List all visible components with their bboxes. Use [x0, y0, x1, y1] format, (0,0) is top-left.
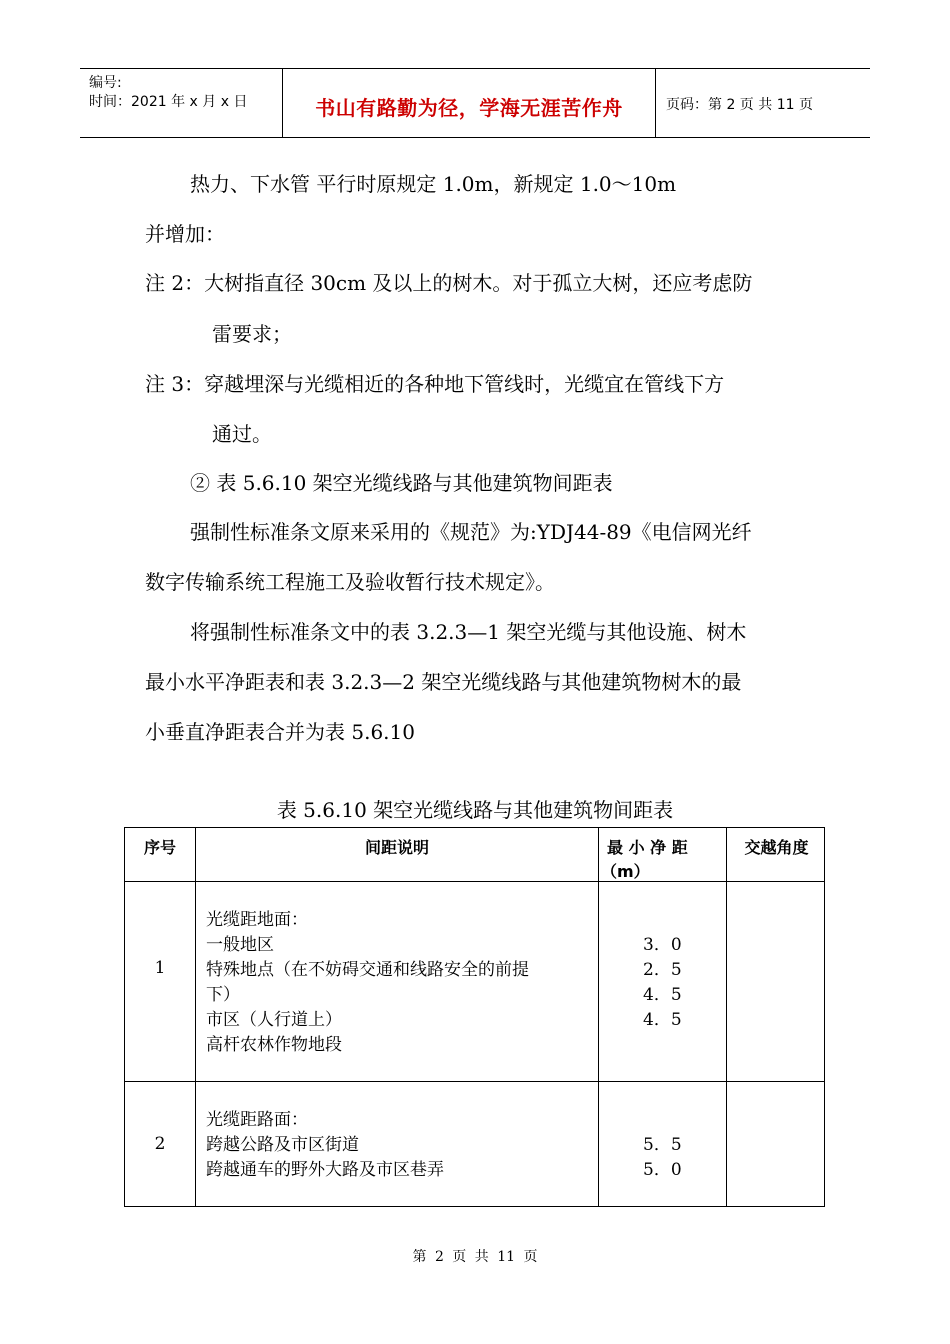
body-line-heat-pipe: 热力、下水管 平行时原规定 1.0m，新规定 1.0～10m — [190, 172, 677, 196]
note-3-line-2: 通过。 — [212, 422, 272, 446]
row-2-desc-line: 光缆距路面： — [206, 1110, 308, 1130]
table-row-divider — [125, 881, 824, 882]
row-1-desc-line: 特殊地点（在不妨碍交通和线路安全的前提 — [206, 960, 529, 980]
table-col-divider — [195, 828, 196, 1206]
serial-label: 编号: — [89, 75, 122, 91]
row-2-desc-line: 跨越通车的野外大路及市区巷弄 — [206, 1160, 444, 1180]
note-2-line-2: 雷要求； — [212, 322, 292, 346]
row-1-distance: 4．5 — [643, 985, 682, 1005]
row-1-desc-line: 一般地区 — [206, 935, 274, 955]
section-item-2: ② 表 5.6.10 架空光缆线路与其他建筑物间距表 — [190, 471, 613, 495]
row-1-distance: 4．5 — [643, 1010, 682, 1030]
header-index: 序号 — [143, 838, 176, 857]
page-footer: 第 2 页 共 11 页 — [412, 1249, 538, 1265]
paragraph-1-line-1: 强制性标准条文原来采用的《规范》为:YDJ44-89《电信网光纤 — [190, 520, 752, 544]
header-min-distance: 最 小 净 距 — [607, 838, 688, 857]
paragraph-1-line-2: 数字传输系统工程施工及验收暂行技术规定》。 — [145, 570, 555, 594]
header-distance-unit: （m） — [601, 862, 650, 881]
header-page-info: 页码：第 2 页 共 11 页 — [666, 97, 813, 113]
row-1-desc-line: 光缆距地面： — [206, 910, 308, 930]
row-1-distance: 2．5 — [643, 960, 682, 980]
row-2-index: 2 — [154, 1134, 166, 1154]
header-meta — [80, 69, 283, 137]
row-1-index: 1 — [154, 958, 166, 978]
page-header — [80, 68, 870, 138]
table-col-divider — [598, 828, 599, 1206]
table-col-divider — [726, 828, 727, 1206]
header-description: 间距说明 — [364, 838, 429, 857]
date-label: 时间：2021 年 x 月 x 日 — [89, 94, 248, 110]
table-caption: 表 5.6.10 架空光缆线路与其他建筑物间距表 — [276, 798, 674, 822]
row-2-distance: 5．0 — [643, 1160, 682, 1180]
row-2-distance: 5．5 — [643, 1135, 682, 1155]
note-2-line-1: 注 2：大树指直径 30cm 及以上的树木。对于孤立大树，还应考虑防 — [145, 271, 753, 295]
row-1-desc-line: 市区（人行道上） — [206, 1010, 342, 1030]
header-motto: 书山有路勤为径，学海无涯苦作舟 — [315, 96, 623, 120]
row-1-desc-line: 高杆农林作物地段 — [206, 1035, 342, 1055]
row-1-desc-line: 下） — [206, 985, 240, 1005]
row-2-desc-line: 跨越公路及市区街道 — [206, 1135, 359, 1155]
note-3-line-1: 注 3：穿越埋深与光缆相近的各种地下管线时，光缆宜在管线下方 — [145, 372, 725, 396]
table-row-divider — [125, 1081, 824, 1082]
header-crossing-angle: 交越角度 — [744, 838, 809, 857]
header-motto-cell — [283, 69, 656, 137]
row-1-distance: 3．0 — [643, 935, 682, 955]
paragraph-2-line-1: 将强制性标准条文中的表 3.2.3—1 架空光缆与其他设施、树木 — [190, 620, 747, 644]
paragraph-2-line-3: 小垂直净距表合并为表 5.6.10 — [145, 720, 415, 744]
paragraph-2-line-2: 最小水平净距表和表 3.2.3—2 架空光缆线路与其他建筑物树木的最 — [145, 670, 742, 694]
body-line-added: 并增加： — [145, 222, 225, 246]
spacing-table — [124, 827, 825, 1207]
header-page-cell — [656, 69, 870, 137]
